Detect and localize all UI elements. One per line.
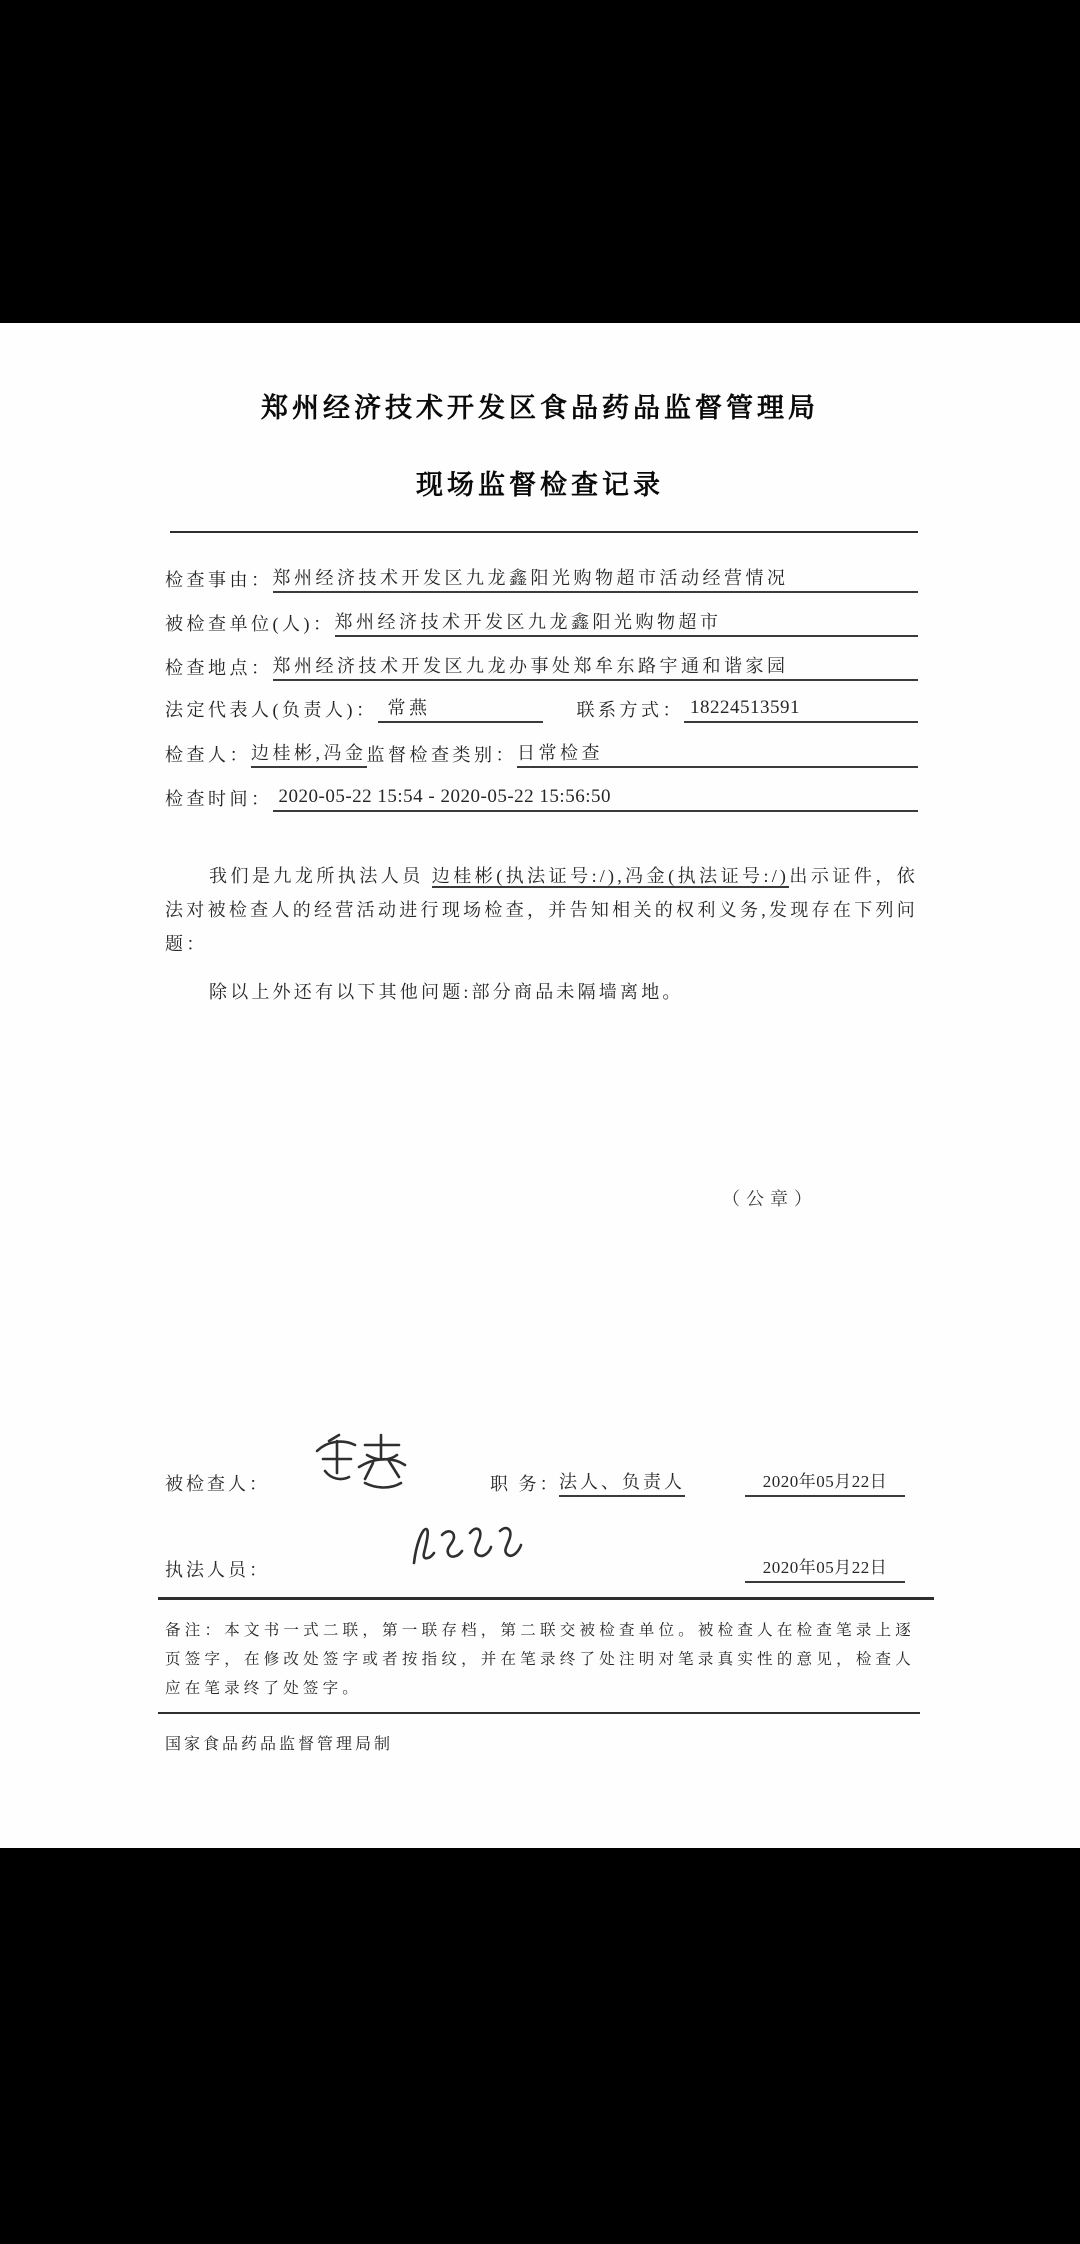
statement-paragraph [165, 859, 918, 961]
inspected-label: 被检查人： [165, 1474, 270, 1494]
top-black-bar [0, 0, 1080, 323]
row-inspection-reason [165, 563, 918, 593]
statement-suffix: 出示证件，依法对被检查人的经营活动进行现场检查，并告知相关的权利义务,发现存在下列问题： [165, 866, 918, 954]
bottom-black-bar [0, 1848, 1080, 2244]
inspected-person-row [165, 1469, 918, 1497]
time-value: 2020-05-22 15:54 - 2020-05-22 15:56:50 [273, 784, 919, 812]
unit-value: 郑州经济技术开发区九龙鑫阳光购物超市 [335, 609, 919, 637]
unit-label: 被检查单位(人)： [165, 614, 335, 634]
category-label: 监督检查类别： [366, 745, 517, 765]
contact-label: 联系方式： [576, 700, 684, 720]
position-label: 职 务： [490, 1474, 561, 1494]
title-divider [170, 531, 918, 533]
remark-note: 备注：本文书一式二联，第一联存档，第二联交被检查单位。被检查人在检查笔录上逐页签字，在修改处签字或者按指纹，并在笔录终了处注明对笔录真实性的意见，检查人应在笔录终了处签字。 [165, 1622, 915, 1697]
category-value: 日常检查 [517, 740, 918, 768]
row-inspected-unit [165, 607, 918, 637]
remark-bottom-divider [158, 1712, 920, 1714]
time-label: 检查时间： [165, 789, 273, 809]
officer-names-underlined: 边桂彬(执法证号:/),冯金(执法证号:/) [431, 866, 790, 886]
row-inspection-time [165, 782, 918, 812]
location-label: 检查地点： [165, 658, 273, 678]
inspector-label: 检查人： [165, 745, 251, 765]
reason-label: 检查事由： [165, 570, 273, 590]
document-title: 郑州经济技术开发区食品药品监督管理局 [261, 393, 819, 423]
document-subtitle: 现场监督检查记录 [416, 470, 664, 500]
position-value: 法人、负责人 [559, 1469, 685, 1497]
officer-row [165, 1555, 918, 1583]
official-seal-placeholder: （公章） [722, 1189, 818, 1209]
legal-rep-label: 法定代表人(负责人)： [165, 700, 378, 720]
other-issues-paragraph: 除以上外还有以下其他问题:部分商品未隔墙离地。 [209, 982, 684, 1002]
contact-value: 18224513591 [684, 695, 918, 723]
inspector-value: 边桂彬,冯金 [251, 740, 367, 768]
inspected-date: 2020年05月22日 [745, 1469, 905, 1497]
remark-top-divider [158, 1597, 934, 1600]
officer-date: 2020年05月22日 [745, 1555, 905, 1583]
row-legal-representative [165, 693, 918, 723]
legal-rep-value: 常燕 [378, 695, 543, 723]
reason-value: 郑州经济技术开发区九龙鑫阳光购物超市活动经营情况 [273, 565, 919, 593]
statement-prefix: 我们是九龙所执法人员 [209, 866, 432, 886]
issuer-line: 国家食品药品监督管理局制 [165, 1736, 394, 1753]
officer-label: 执法人员： [165, 1560, 270, 1580]
document-page [0, 323, 1080, 1848]
row-inspectors [165, 738, 918, 768]
location-value: 郑州经济技术开发区九龙办事处郑牟东路宇通和谐家园 [273, 653, 919, 681]
row-inspection-location [165, 651, 918, 681]
